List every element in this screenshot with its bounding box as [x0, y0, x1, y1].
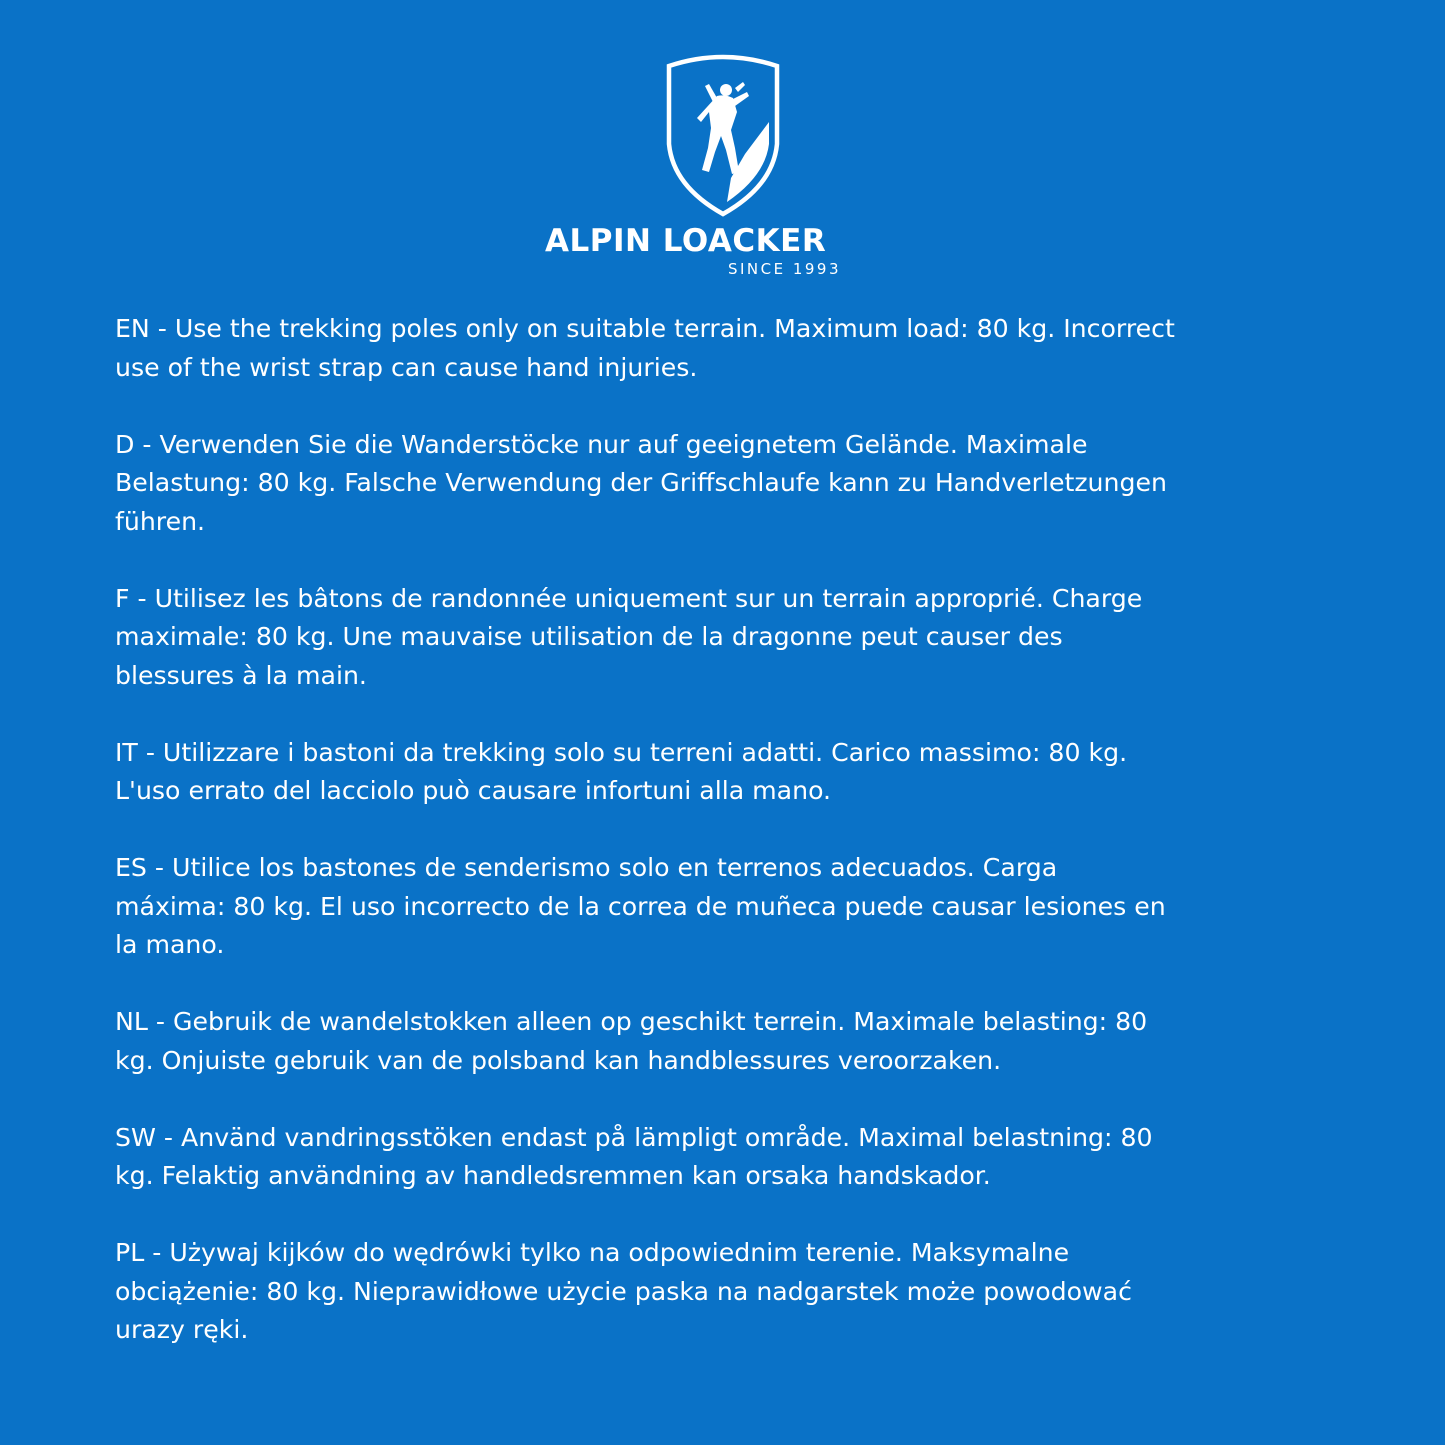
notice-pl: PL - Używaj kijków do wędrówki tylko na odpowiednim terenie. Maksymalne obciążenie: 80 kg. Nieprawidłowe użycie paska na nadgarstek może powodować urazy ręki.: [115, 1238, 1132, 1344]
notice-sw: SW - Använd vandringsstöken endast på lämpligt område. Maximal belastning: 80 kg. Felaktig användning av handledsremmen kan orsaka handskador.: [115, 1122, 1153, 1190]
brand-name: ALPIN LOACKER: [545, 223, 827, 259]
brand-wordmark: [545, 222, 841, 278]
shield-climber-icon: [665, 52, 781, 218]
notice-es: ES - Utilice los bastones de senderismo solo en terrenos adecuados. Carga máxima: 80 kg. El uso incorrecto de la correa de muñeca puede causar lesiones en la mano.: [115, 853, 1166, 959]
notice-it: IT - Utilizzare i bastoni da trekking solo su terreni adatti. Carico massimo: 80 kg. L'uso errato del lacciolo può causare infortuni alla mano.: [115, 737, 1128, 805]
brand-since: SINCE 1993: [727, 260, 841, 278]
notice-en: EN - Use the trekking poles only on suitable terrain. Maximum load: 80 kg. Incorrect use of the wrist strap can cause hand injuries.: [115, 314, 1175, 382]
notice-fr: F - Utilisez les bâtons de randonnée uniquement sur un terrain approprié. Charge maximale: 80 kg. Une mauvaise utilisation de la dragonne peut causer des blessures à la main.: [115, 583, 1143, 690]
notice-de: D - Verwenden Sie die Wanderstöcke nur auf geeignetem Gelände. Maximale Belastung: 80 kg. Falsche Verwendung der Griffschlaufe kann zu Handverletzungen führen.: [115, 429, 1167, 536]
brand-logo: [0, 52, 1445, 218]
notice-nl: NL - Gebruik de wandelstokken alleen op geschikt terrein. Maximale belasting: 80 kg. Onjuiste gebruik van de polsband kan handblessures veroorzaken.: [115, 1007, 1148, 1075]
safety-notices: [115, 310, 1295, 1388]
